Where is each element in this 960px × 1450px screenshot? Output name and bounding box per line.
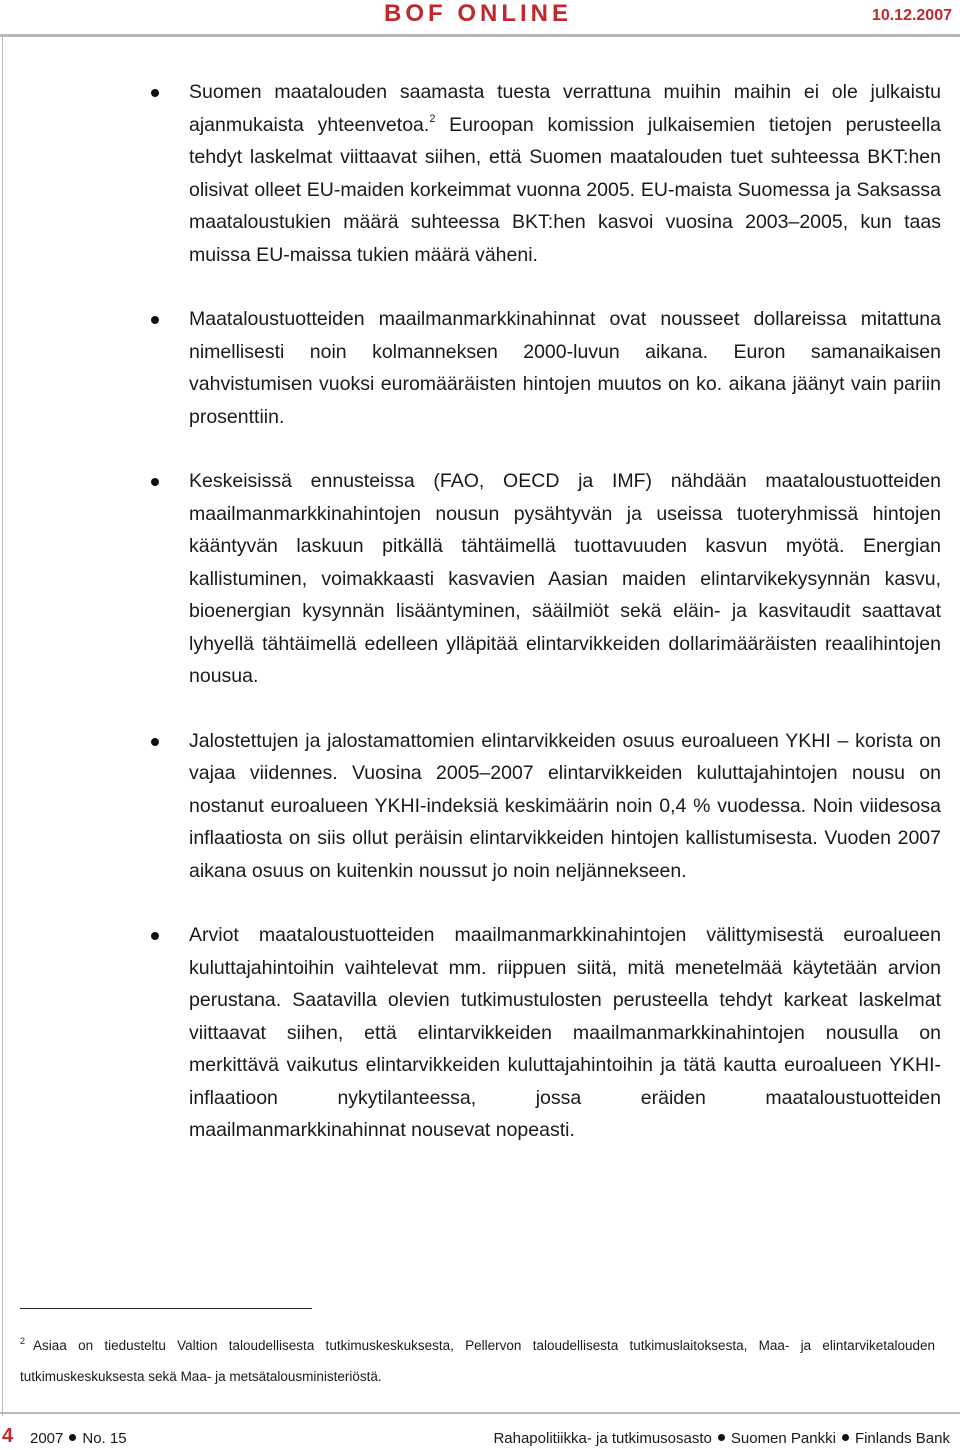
footer-divider bbox=[0, 1412, 960, 1414]
page-number: 4 bbox=[2, 1425, 14, 1447]
header-divider bbox=[0, 34, 960, 37]
publication-title: BOF ONLINE bbox=[384, 0, 572, 27]
issue-year: 2007 bbox=[30, 1430, 64, 1447]
bank-name-en: Finlands Bank bbox=[854, 1430, 950, 1447]
footnote bbox=[20, 1330, 935, 1392]
bullet-item bbox=[189, 725, 941, 888]
publisher-info bbox=[493, 1430, 950, 1448]
bullet-item bbox=[189, 919, 941, 1147]
bullet-item bbox=[189, 76, 941, 271]
bullet-dot-icon bbox=[151, 932, 159, 940]
department-name: Rahapolitiikka- ja tutkimusosasto bbox=[493, 1430, 712, 1447]
bullet-text: Suomen maatalouden saamasta tuesta verrattuna muihin maihin ei ole julkaistu ajanmukaista yhteenvetoa. bbox=[189, 81, 941, 136]
bullet-dot-icon bbox=[151, 738, 159, 746]
issue-number: No. 15 bbox=[82, 1430, 127, 1447]
bank-name-fi: Suomen Pankki bbox=[730, 1430, 836, 1447]
publication-date: 10.12.2007 bbox=[871, 7, 952, 24]
bullet-dot-icon bbox=[151, 478, 159, 486]
separator-dot-icon bbox=[69, 1434, 76, 1441]
bullet-list bbox=[0, 76, 960, 1179]
bullet-text-continued: Euroopan komission julkaisemien tietojen perusteella tehdyt laskelmat viittaavat siihen, että Suomen maatalouden tuet suhteessa BKT:hen olisivat olleet EU-maiden korkeimmat vuonna 2005. EU-maista Suomessa ja Saksassa maataloustukien määrä suhteessa BKT:hen kasvoi vuosina 2003–2005, kun taas muissa EU-maissa tukien määrä väheni. bbox=[189, 113, 941, 266]
separator-dot-icon bbox=[718, 1434, 725, 1441]
bullet-text: Jalostettujen ja jalostamattomien elintarvikkeiden osuus euroalueen YKHI – korista on vajaa viidennes. Vuosina 2005–2007 elintarvikkeiden kuluttajahintojen nousu on nostanut euroalueen YKHI-indeksiä keskimäärin noin 0,4 % vuodessa. Noin viidesosa inflaatiosta on siis ollut peräisin elintarvikkeiden hintojen kallistumisesta. Vuoden 2007 aikana osuus on kuitenkin noussut jo noin neljännekseen. bbox=[189, 729, 941, 882]
bullet-text: Maataloustuotteiden maailmanmarkkinahinnat ovat nousseet dollareissa mitattuna nimellisesti noin kolmanneksen 2000-luvun aikana. Euron samanaikaisen vahvistumisen vuoksi euromääräisten hintojen muutos on ko. aikana jäänyt vain pariin prosenttiin. bbox=[189, 308, 941, 428]
footnote-divider bbox=[20, 1308, 312, 1309]
bullet-text: Arviot maataloustuotteiden maailmanmarkkinahintojen välittymisestä euroalueen kuluttajahintoihin vaihtelevat mm. riippuen siitä, mitä menetelmää käytetään arvion perustana. Saatavilla olevien tutkimustulosten perusteella tehdyt karkeat laskelmat viittaavat siihen, että elintarvikkeiden maailmanmarkkinahintojen nousulla on merkittävä vaikutus elintarvikkeiden kuluttajahintoihin ja tätä kautta euroalueen YKHI-inflaatioon nykytilanteessa, jossa eräiden maataloustuotteiden maailmanmarkkinahinnat nousevat nopeasti. bbox=[189, 924, 941, 1141]
separator-dot-icon bbox=[842, 1434, 849, 1441]
bullet-text: Keskeisissä ennusteissa (FAO, OECD ja IMF) nähdään maataloustuotteiden maailmanmarkkinahintojen nousun pysähtyvän ja useissa tuoteryhmissä hintojen kääntyvän laskuun pitkällä tähtäimellä tuottavuuden kasvun myötä. Energian kallistuminen, voimakkaasti kasvavien Aasian maiden elintarvikekysynnän kasvu, bioenergian kysynnän lisääntyminen, sääilmiöt sekä eläin- ja kasvitaudit saattavat lyhyellä tähtäimellä edelleen ylläpitää elintarvikkeiden dollarimääräisten reaalihintojen nousua. bbox=[189, 470, 941, 687]
bullet-item bbox=[189, 465, 941, 693]
bullet-dot-icon bbox=[151, 89, 159, 97]
footnote-number: 2 bbox=[20, 1336, 26, 1346]
bullet-item bbox=[189, 303, 941, 433]
bullet-dot-icon bbox=[151, 316, 159, 324]
footnote-text: Asiaa on tiedusteltu Valtion taloudellisesta tutkimuskeskuksesta, Pellervon taloudellisesta tutkimuslaitoksesta, Maa- ja elintarviketalouden tutkimuskeskuksesta sekä Maa- ja metsätalousministeriöstä. bbox=[20, 1338, 935, 1384]
issue-info bbox=[30, 1430, 127, 1448]
footnote-reference: 2 bbox=[429, 112, 436, 125]
